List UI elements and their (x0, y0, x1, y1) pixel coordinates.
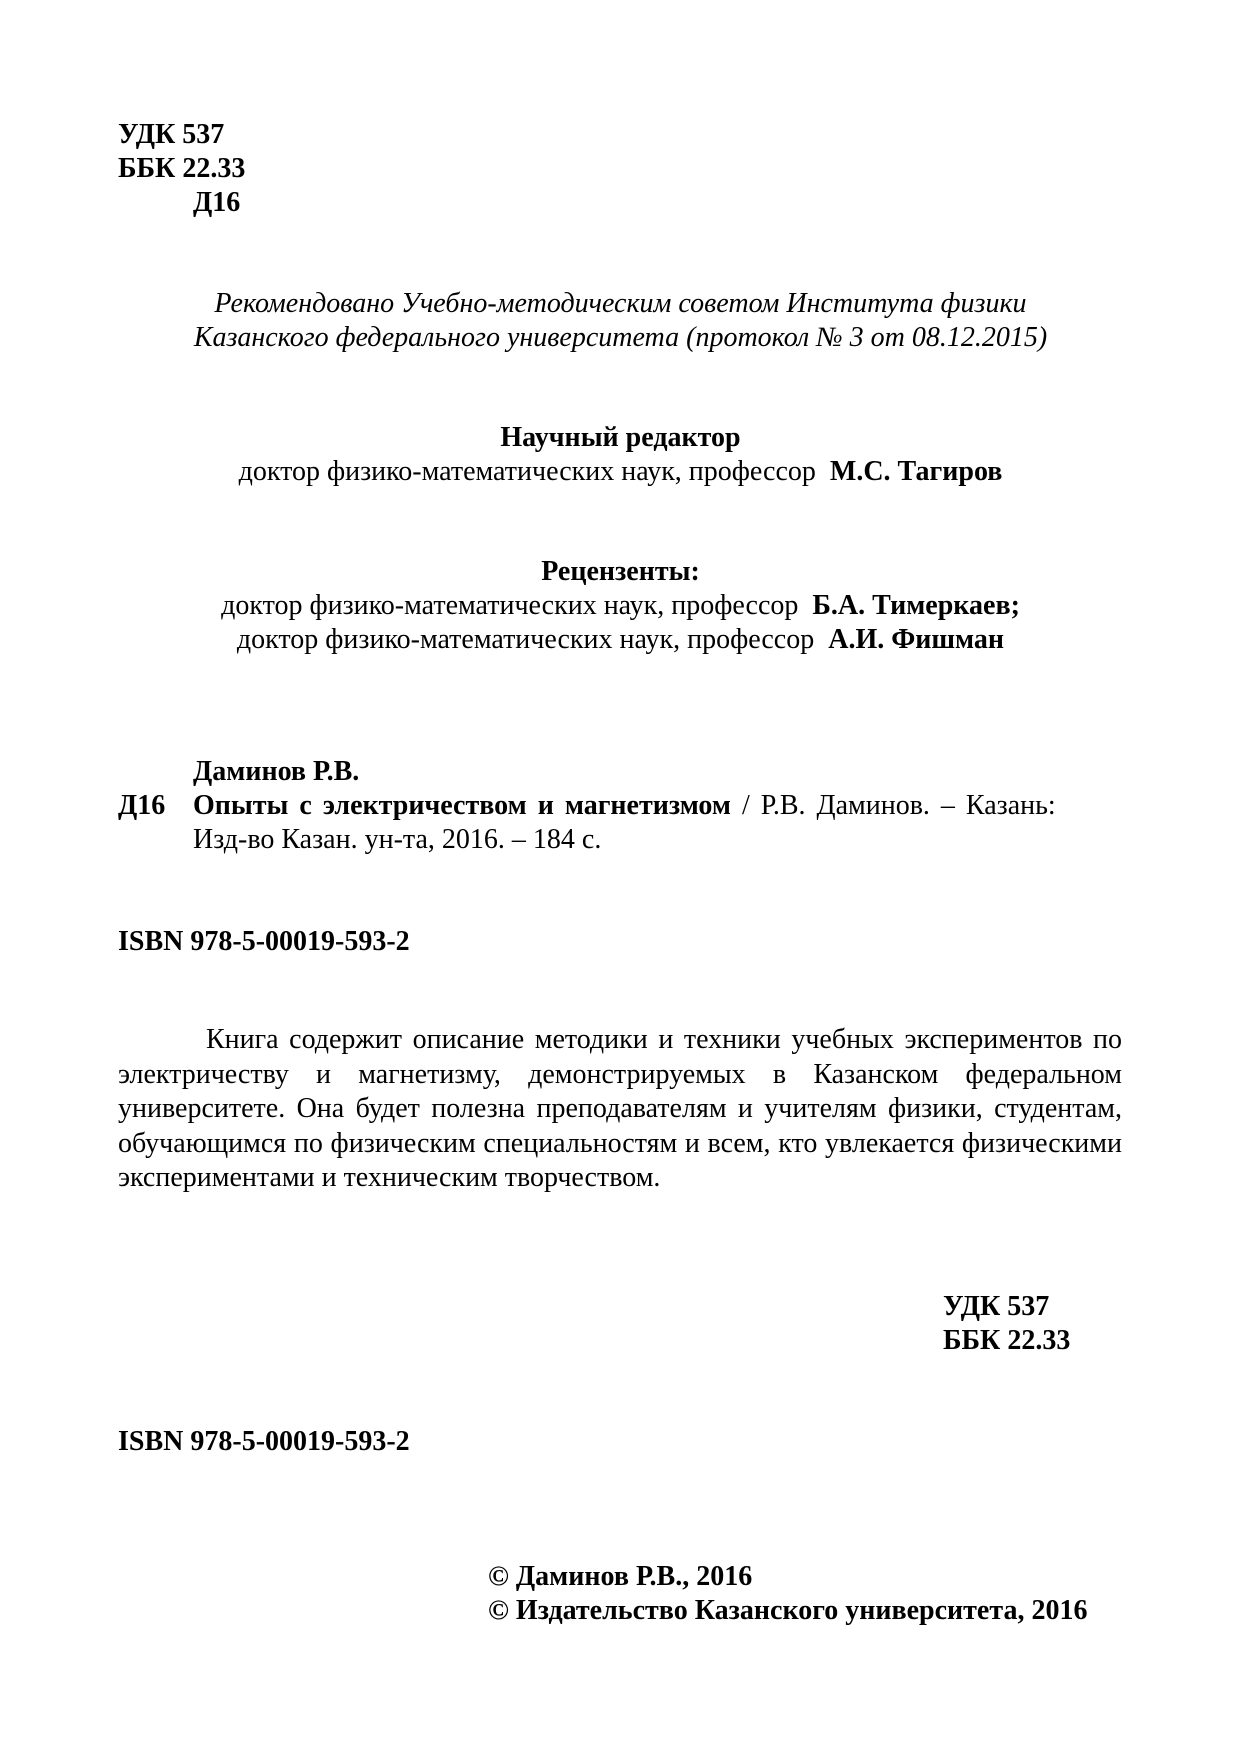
reviewers-heading: Рецензенты: (541, 556, 700, 587)
reviewers (0, 555, 1241, 657)
editor-name: М.С. Тагиров (829, 456, 1003, 487)
udk-code: УДК 537 (118, 119, 225, 150)
reviewer-line-2 (0, 623, 1241, 657)
reviewer-1-degree: доктор физико-математических наук, профессор (221, 590, 799, 621)
top-classification-codes (118, 118, 245, 220)
copyright-publisher: © Издательство Казанского университета, 2016 (488, 1595, 1088, 1626)
biblio-author: Даминов Р.В. (193, 756, 360, 787)
reviewer-line-1 (0, 589, 1241, 623)
biblio-publisher: Изд-во Казан. ун-та, 2016. – 184 с. (193, 824, 602, 855)
scientific-editor (0, 421, 1241, 489)
biblio-title: Опыты с электричеством и магнетизмом (193, 790, 731, 821)
recommendation-line-1: Рекомендовано Учебно-методическим советом Института физики (214, 288, 1027, 319)
copyright-block (488, 1560, 1087, 1628)
reviewer-1-name: Б.А. Тимеркаев; (812, 590, 1020, 621)
editor-heading: Научный редактор (500, 422, 741, 453)
bibliographic-record (118, 755, 1118, 857)
editor-degree: доктор физико-математических наук, профессор (238, 456, 816, 487)
isbn-secondary: ISBN 978-5-00019-593-2 (118, 1426, 410, 1457)
reviewer-2-name: А.И. Фишман (828, 624, 1005, 655)
biblio-title-line (118, 789, 1118, 823)
author-sign: Д16 (193, 187, 241, 218)
udk-code-bottom: УДК 537 (943, 1291, 1050, 1322)
copyright-author: © Даминов Р.В., 2016 (488, 1561, 753, 1592)
reviewer-2-degree: доктор физико-математических наук, профессор (236, 624, 815, 655)
biblio-code: Д16 (118, 790, 166, 821)
bottom-classification-codes (943, 1290, 1070, 1358)
recommendation-line-2: Казанского федерального университета (протокол № 3 от 08.12.2015) (193, 322, 1048, 353)
annotation: Книга содержит описание методики и техники учебных экспериментов по электричеству и магнетизму, демонстрируемых в Казанском федеральном университете. Она будет полезна преподавателям и учителям физики, студентам, обучающимся по физическим специальностям и всем, кто увлекается физическими экспериментами и техническим творчеством. (118, 1024, 1122, 1193)
biblio-responsibility: / Р.В. Даминов. – Казань: (730, 790, 1056, 821)
editor-line (0, 455, 1241, 489)
bbk-code-bottom: ББК 22.33 (943, 1325, 1071, 1356)
recommendation (0, 287, 1241, 355)
bbk-code: ББК 22.33 (118, 153, 246, 184)
isbn-primary: ISBN 978-5-00019-593-2 (118, 926, 410, 957)
